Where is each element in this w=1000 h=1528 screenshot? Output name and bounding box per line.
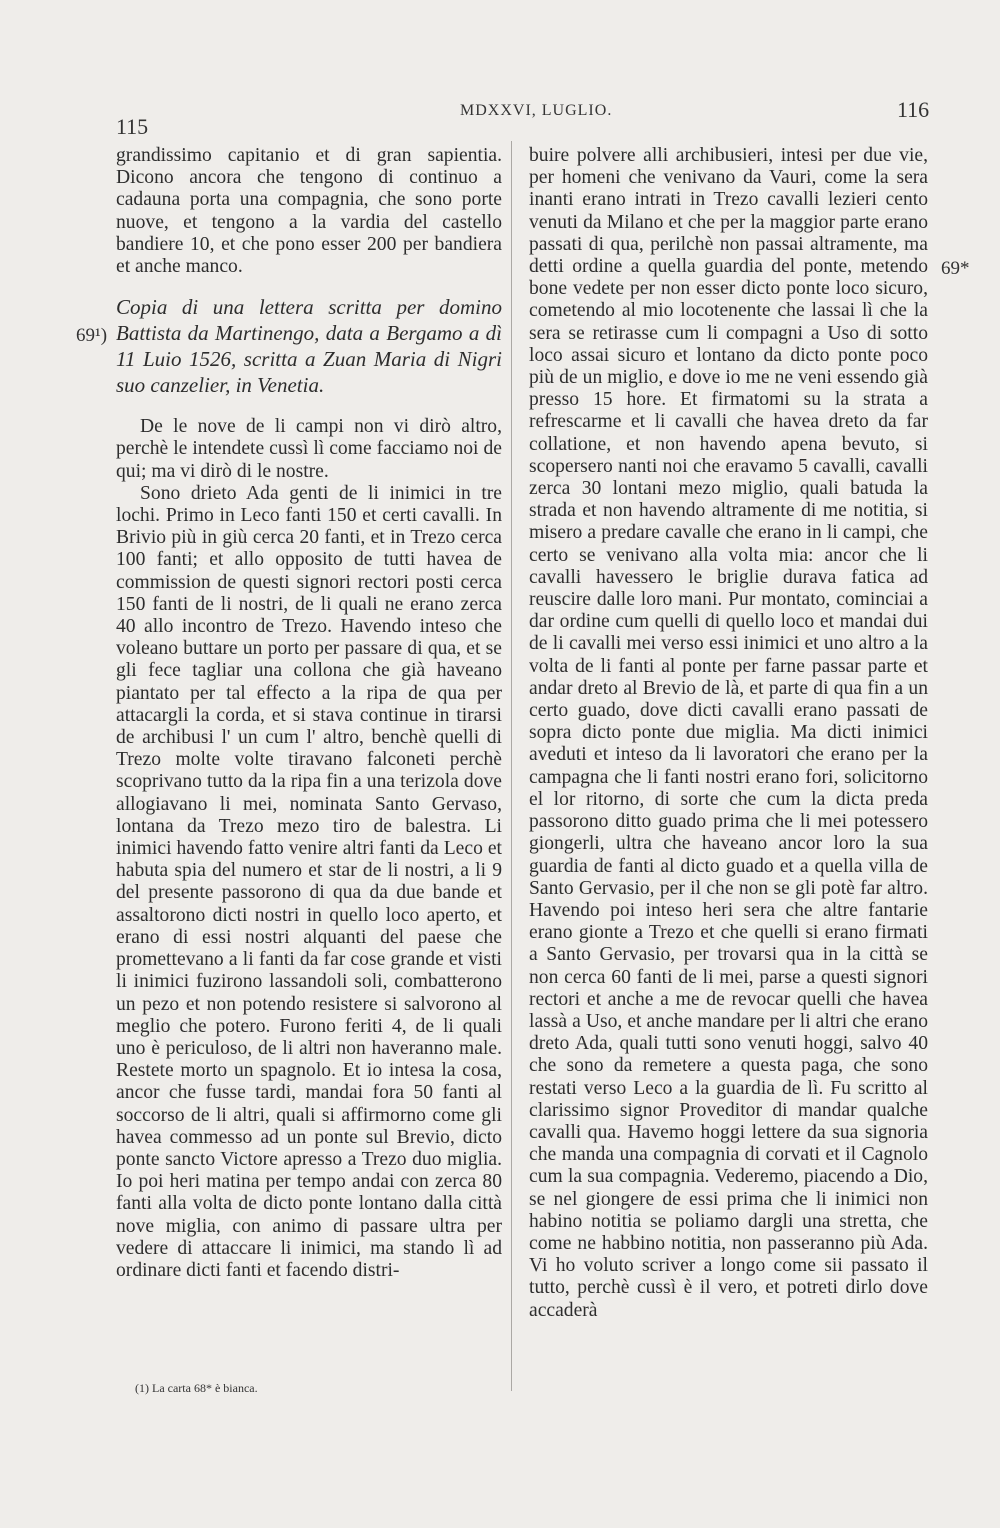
left-margin-reference: 69¹) [76,325,108,346]
letter-heading: Copia di una lettera scritta per domino Battista da Martinengo, data a Bergamo a dì 11 Luio 1526, scritta a Zuan Maria di Nigri suo canzelier, in Venetia. [116,295,502,398]
page-header [0,97,1000,140]
page-number-left: 115 [116,114,149,139]
left-text-column [116,145,502,1282]
column-divider [511,141,512,1391]
footnote: (1) La carta 68* è bianca. [135,1381,258,1395]
right-margin-reference: 69* [941,258,970,279]
right-text-column [529,145,928,1322]
right-paragraph-1: buire polvere alli archibusieri, intesi per due vie, per homeni che venivano da Vauri, come la sera inanti erano intrati in Trezo cavalli lezieri cento venuti da Milano et che per la maggior parte erano passati di qua, perilchè non passai altramente, ma detti ordine a quella guardia del ponte, metendo bone vedete per non esser dicto ponte loco sicuro, cometendo al mio locotenente che lassai lì che la sera se retirasse cum li compagni a Uso di sotto loco assai sicuro et lontano da dicto ponte poco più de un miglio, e dove io me ne veni essendo già presso 15 hore. Et firmatomi su la strata a refrescarme et li cavalli che havea dreto da far collatione, et non havendo apena bevuto, si scopersero nanti noi che eravamo 5 cavalli, cavalli zerca 30 lontani mezo miglio, quali batuda la strada et non havendo altramente di me notitia, si misero a predare cavalle che erano in li campi, che certo se venivano alla volta mia: ancor che li cavalli havessero le briglie durava fatica ad reuscire dalle loro mani. Pur montato, cominciai a dar ordine cum quelli di quello loco et mandai dui de li cavalli mei verso essi inimici et uno altro a la volta de li fanti al ponte per farne passar parte et andar dreto al Brevio de là, et parte di qua fin a un certo guado, dove dicti cavalli erano passati de sopra dicto ponte due miglia. Ma dicti inimici aveduti et inteso da li lavoratori che erano per la campagna che li fanti nostri erano fori, solicitorno el lor ritorno, di sorte che cum la dicta preda passorono ditto guado prima che li mei potessero giongerli, ultra che haveano ancor loro la sua guardia de fanti al dicto guado et a quella villa de Santo Gervasio, per il che non se gli potè far altro. Havendo poi inteso heri sera che altre fantarie erano gionte a Trezo et che quelli si erano firmati a Santo Gervasio, per trovarsi qua in la città se non cerca 60 fanti de li mei, parse a questi signori rectori et anche a me de revocar quelli che havea lassà a Uso, et anche mandare per li altri che erano dreto Ada, quali tutti sono venuti hoggi, salvo 40 che sono da remetere a questa paga, che sono restati verso Leco a la guardia de lì. Fu scritto al clarissimo signor Proveditor di mandar qualche cavalli qua. Havemo hoggi lettere da sua signoria che manda una compagnia di corvati et il Cagnolo cum la sua compagnia. Vederemo, piacendo a Dio, se nel giongere de essi prima che li inimici non habino notitia se poliamo dargli una stretta, che come ne habbino notitia, non passeranno più Ada. Vi ho voluto scriver a longo come sii passato il tutto, perchè cussì è il vero, et potreti dirlo dove accaderà [529,145,928,1321]
page-number-right: 116 [897,97,930,122]
left-paragraph-1: grandissimo capitanio et di gran sapientia. Dicono ancora che tengono di continuo a cadauna porta una compagnia, che sono porte nuove, et tengono a la vardia del castello bandiere 10, et che pono esser 200 per bandiera et anche manco. [116,145,502,278]
left-paragraph-3: Sono drieto Ada genti de li inimici in tre lochi. Primo in Leco fanti 150 et certi cavalli. In Brivio più in giù cerca 20 fanti, et in Trezo cerca 100 fanti; et allo opposito de tutti havea de commission de questi signori rectori posti cerca 150 fanti de li nostri, de li quali ne erano zerca 40 allo incontro de Trezo. Havendo inteso che voleano buttare un porto per passare di qua, et se gli fece tagliar una collona che già haveano piantato per tal effecto a la ripa de qua per attacargli la corda, et si stava continue in tirarsi de archibusi l' un cum l' altro, benchè quelli di Trezo molte volte tiravano falconeti perchè scoprivano tutto da la ripa fin a una terizola dove allogiavano li mei, nominata Santo Gervaso, lontana da Trezo mezo tiro de balestra. Li inimici havendo fatto venire altri fanti da Leco et habuta spia del numero et star de li nostri, a li 9 del presente passorono di qua da due bande et assaltorono dicti nostri in quello loco aperto, et erano di essi nostri alquanti del paese che promettevano a li fanti da far cose grande et visti li inimici fuzirono lassandoli soli, combatterono un pezo et non potendo resistere si salvorono al meglio che potero. Furono feriti 4, de li quali uno è periculoso, de li altri non haveranno male. Restete morto un spagnolo. Et io intesa la cosa, ancor che fusse tardi, mandai fora 50 fanti al soccorso de li altri, quali si affirmorno come gli havea commesso ad un ponte sul Brevio, dicto ponte sancto Victore apresso a Trezo duo miglia. Io poi heri matina per tempo andai con zerca 80 fanti alla volta de dicto ponte lontano dalla città nove miglia, con animo di passare ultra per vedere di attaccare li inimici, ma stando lì ad ordinare dicti fanti et facendo distri- [116,482,502,1281]
running-header: MDXXVI, LUGLIO. [460,102,613,119]
left-paragraph-2: De le nove de li campi non vi dirò altro, perchè le intendete cussì lì come facciamo noi de qui; ma vi dirò di le nostre. [116,416,502,482]
